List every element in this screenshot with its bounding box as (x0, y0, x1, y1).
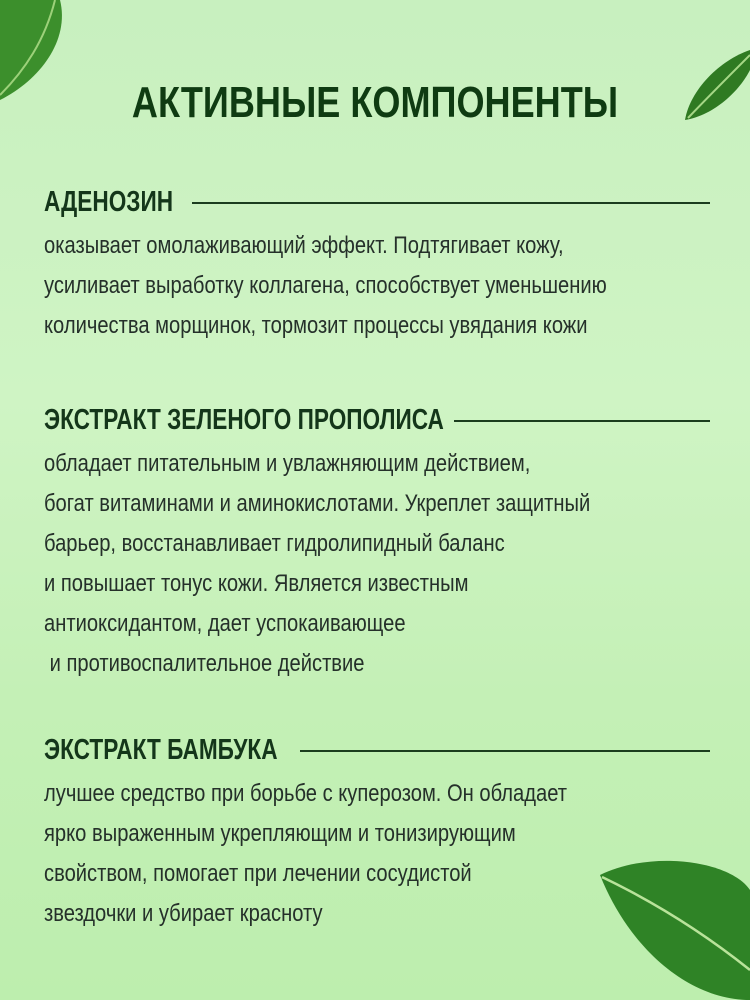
section-adenosine (44, 182, 710, 346)
section-body (44, 226, 607, 346)
section-heading: АДЕНОЗИН (44, 186, 174, 218)
section-heading: ЭКСТРАКТ БАМБУКА (44, 734, 278, 766)
section-body (44, 444, 603, 684)
heading-divider (454, 420, 710, 422)
body-line: и противоспалительное действие (44, 650, 365, 677)
body-line: барьер, восстанавливает гидролипидный баланс (44, 530, 505, 557)
body-line: богат витаминами и аминокислотами. Укреплет защитный (44, 490, 591, 517)
body-line: ярко выраженным укрепляющим и тонизирующим (44, 820, 516, 847)
section-bamboo (44, 730, 710, 934)
body-line: антиоксидантом, дает успокаивающее (44, 610, 406, 637)
section-heading-row (44, 400, 710, 440)
body-line: обладает питательным и увлажняющим действием, (44, 450, 531, 477)
section-green-propolis (44, 400, 710, 684)
section-heading: ЭКСТРАКТ ЗЕЛЕНОГО ПРОПОЛИСА (44, 404, 444, 436)
body-line: звездочки и убирает красноту (44, 900, 323, 927)
leaf-top-right-icon (680, 40, 750, 130)
heading-divider (192, 202, 710, 204)
body-line: оказывает омолаживающий эффект. Подтягивает кожу, (44, 232, 564, 259)
body-line: лучшее средство при борьбе с куперозом. Он обладает (44, 780, 568, 807)
body-line: и повышает тонус кожи. Является известным (44, 570, 469, 597)
body-line: усиливает выработку коллагена, способствует уменьшению (44, 272, 607, 299)
body-line: свойством, помогает при лечении сосудистой (44, 860, 472, 887)
body-line: количества морщинок, тормозит процессы увядания кожи (44, 312, 588, 339)
section-body (44, 774, 603, 934)
page-title: АКТИВНЫЕ КОМПОНЕНТЫ (131, 78, 619, 127)
section-heading-row (44, 730, 710, 770)
heading-divider (300, 750, 710, 752)
section-heading-row (44, 182, 710, 222)
